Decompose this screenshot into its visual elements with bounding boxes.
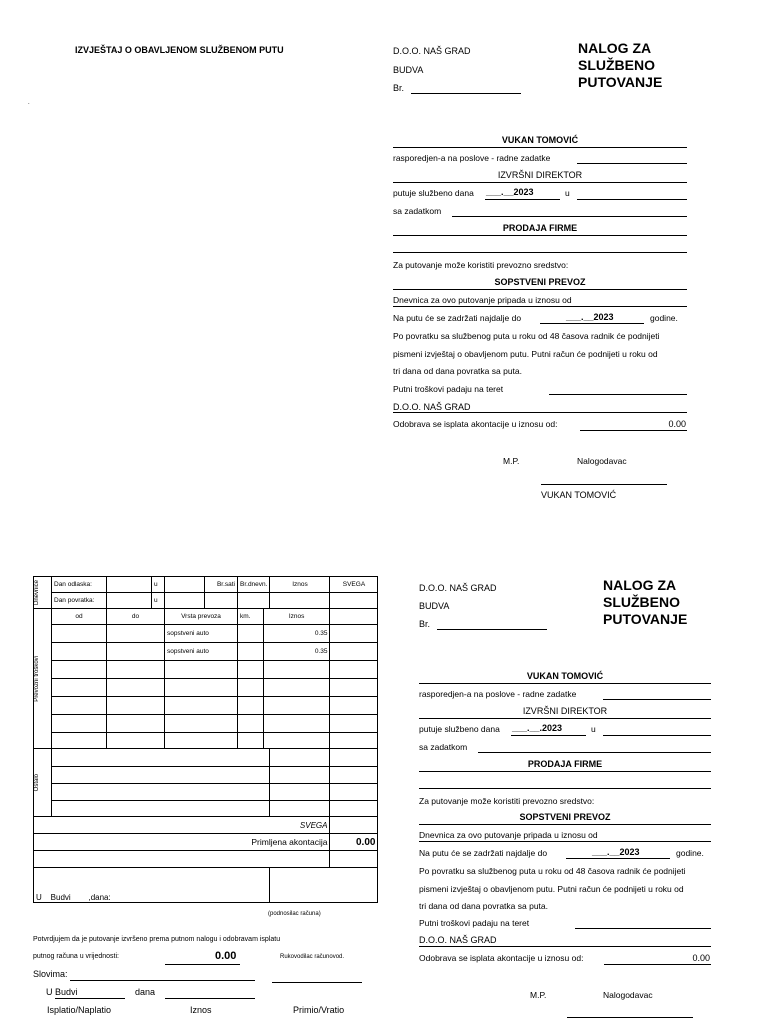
travel-date[interactable]: ___.__.2023 xyxy=(512,723,563,733)
travel-label: putuje službeno dana xyxy=(419,724,500,734)
rukovodilac-label: Rukovodilac računovod. xyxy=(280,954,345,960)
godine-label: godine. xyxy=(676,848,704,858)
signature-line[interactable] xyxy=(567,1017,693,1018)
rukovodilac-signature[interactable] xyxy=(272,982,362,983)
confirm-line-2: putnog računa u vrijednosti: xyxy=(33,953,119,960)
order-title: NALOG ZA SLUŽBENO PUTOVANJE xyxy=(603,577,688,627)
br-field[interactable] xyxy=(411,93,521,94)
costs-company: D.O.O. NAŠ GRAD xyxy=(419,935,497,945)
travel-u-label: u xyxy=(591,724,596,734)
iznos-header: Iznos xyxy=(270,577,330,593)
podnosilac-label: (podnosilac računa) xyxy=(268,911,321,917)
advance-value[interactable]: 0.00 xyxy=(668,419,686,429)
svega-total-value[interactable] xyxy=(330,817,378,834)
km-header: km. xyxy=(238,609,264,625)
primljena-akontacija-label: Primljena akontacija xyxy=(34,834,330,851)
stray-dot: . xyxy=(28,100,30,106)
task-label: sa zadatkom xyxy=(419,742,468,752)
signature-line[interactable] xyxy=(541,484,667,485)
u-label: u xyxy=(152,577,165,593)
primio-label: Primio/Vratio xyxy=(293,1005,345,1015)
dnevnice-section: Dnevnice xyxy=(34,577,52,609)
company-city: BUDVA xyxy=(419,601,450,611)
return-text-1: Po povratku sa službenog puta u roku od 48 časova radnik će podnijeti xyxy=(419,866,686,876)
dan-odlaska-label: Dan odlaska: xyxy=(52,577,107,593)
br-field[interactable] xyxy=(437,629,547,630)
travel-date[interactable]: ___.__2023 xyxy=(486,187,534,197)
stay-label: Na putu će se zadržati najdalje do xyxy=(393,313,522,323)
task-label: sa zadatkom xyxy=(393,206,442,216)
position: IZVRŠNI DIREKTOR xyxy=(497,170,583,180)
stay-date[interactable]: ___.__2023 xyxy=(592,847,640,857)
return-text-2: pismeni izvještaj o obavljenom putu. Putni račun će podnijeti u roku od xyxy=(393,349,658,359)
issuer-label: Nalogodavac xyxy=(603,990,653,1000)
od-header: od xyxy=(52,609,107,625)
do-header: do xyxy=(107,609,165,625)
prevozni-troskovi-section: Prevozni troškovi xyxy=(34,609,52,749)
godine-label: godine. xyxy=(650,313,678,323)
return-text-3: tri dana od dana povratka sa puta. xyxy=(419,901,549,911)
table-row xyxy=(34,679,378,697)
employee-name: VUKAN TOMOVIĆ xyxy=(501,135,579,145)
issuer-name: VUKAN TOMOVIĆ xyxy=(541,490,617,500)
br-label: Br. xyxy=(393,83,405,93)
confirm-line-1: Potvrdjujem da je putovanje izvršeno prema putnom nalogu i odobravam isplatu xyxy=(33,936,281,943)
iznos-header-2: Iznos xyxy=(263,609,330,625)
slovima-label: Slovima: xyxy=(33,969,68,979)
daily-label: Dnevnica za ovo putovanje pripada u iznosu od xyxy=(419,830,598,840)
order-title: NALOG ZA SLUŽBENO PUTOVANJE xyxy=(578,40,663,90)
task: PRODAJA FIRME xyxy=(527,759,603,769)
confirm-dana-label: dana xyxy=(135,987,156,997)
travel-account-table xyxy=(33,576,378,903)
costs-label: Putni troškovi padaju na teret xyxy=(419,918,530,928)
ostalo-section: Ostalo xyxy=(34,749,52,817)
return-text-1: Po povratku sa službenog puta u roku od 48 časova radnik će podnijeti xyxy=(393,331,660,341)
table-row xyxy=(34,643,378,661)
travel-u-label: u xyxy=(565,188,570,198)
costs-company: D.O.O. NAŠ GRAD xyxy=(393,402,471,412)
transport-type[interactable]: sopstveni auto xyxy=(165,625,238,643)
footer-place-date: U Budvi ,dana: xyxy=(34,868,270,903)
task: PRODAJA FIRME xyxy=(502,223,578,233)
podnosilac-signature[interactable] xyxy=(270,868,378,903)
transport-label: Za putovanje može koristiti prevozno sredstvo: xyxy=(419,796,595,806)
assigned-label: rasporedjen-a na poslove - radne zadatke xyxy=(393,153,551,163)
vrsta-prevoza-header: Vrsta prevoza xyxy=(165,609,238,625)
confirm-value[interactable]: 0.00 xyxy=(215,950,237,962)
transport-amount[interactable]: 0.35 xyxy=(263,643,330,661)
akontacija-value[interactable]: 0.00 xyxy=(330,834,378,851)
company-city: BUDVA xyxy=(393,65,424,75)
transport-type[interactable]: sopstveni auto xyxy=(165,643,238,661)
svega-total-label: SVEGA xyxy=(34,817,330,834)
dan-povratka-label: Dan povratka: xyxy=(52,593,107,609)
advance-label: Odobrava se isplata akontacije u iznosu od: xyxy=(419,953,584,963)
return-text-2: pismeni izvještaj o obavljenom putu. Putni račun će podnijeti u roku od xyxy=(419,884,684,894)
transport-label: Za putovanje može koristiti prevozno sredstvo: xyxy=(393,260,569,270)
stay-label: Na putu će se zadržati najdalje do xyxy=(419,848,548,858)
table-row xyxy=(34,715,378,733)
advance-label: Odobrava se isplata akontacije u iznosu od: xyxy=(393,419,558,429)
mp-label: M.P. xyxy=(503,456,520,466)
table-row xyxy=(34,697,378,715)
isplatio-label: Isplatio/Naplatio xyxy=(47,1005,112,1015)
iznos-label: Iznos xyxy=(190,1005,212,1015)
dan-odlaska-time[interactable] xyxy=(165,577,205,593)
dan-povratka-date[interactable] xyxy=(107,593,152,609)
assigned-label: rasporedjen-a na poslove - radne zadatke xyxy=(419,689,577,699)
advance-value[interactable]: 0.00 xyxy=(692,953,710,963)
company-name: D.O.O. NAŠ GRAD xyxy=(393,46,471,56)
confirm-city: Budvi xyxy=(55,987,78,997)
transport-amount[interactable]: 0.35 xyxy=(263,625,330,643)
dan-odlaska-date[interactable] xyxy=(107,577,152,593)
report-title: IZVJEŠTAJ O OBAVLJENOM SLUŽBENOM PUTU xyxy=(75,45,284,55)
employee-name: VUKAN TOMOVIĆ xyxy=(526,671,604,681)
mp-label: M.P. xyxy=(530,990,547,1000)
stay-date[interactable]: ___.__2023 xyxy=(566,312,614,322)
u-label: u xyxy=(152,593,165,609)
return-text-3: tri dana od dana povratka sa puta. xyxy=(393,366,523,376)
table-row xyxy=(34,661,378,679)
confirm-u-label: U xyxy=(46,987,53,997)
dan-povratka-time[interactable] xyxy=(165,593,205,609)
costs-label: Putni troškovi padaju na teret xyxy=(393,384,504,394)
br-dnevn-header: Br.dnevn. xyxy=(238,577,270,593)
transport: SOPSTVENI PREVOZ xyxy=(494,277,586,287)
br-label: Br. xyxy=(419,619,431,629)
br-sati-header: Br.sati xyxy=(205,577,238,593)
table-row xyxy=(34,625,378,643)
table-row xyxy=(34,733,378,749)
daily-label: Dnevnica za ovo putovanje pripada u iznosu od xyxy=(393,295,572,305)
position: IZVRŠNI DIREKTOR xyxy=(522,706,608,716)
travel-label: putuje službeno dana xyxy=(393,188,474,198)
issuer-label: Nalogodavac xyxy=(577,456,627,466)
svega-header: SVEGA xyxy=(330,577,378,593)
company-name: D.O.O. NAŠ GRAD xyxy=(419,583,497,593)
transport: SOPSTVENI PREVOZ xyxy=(519,812,611,822)
